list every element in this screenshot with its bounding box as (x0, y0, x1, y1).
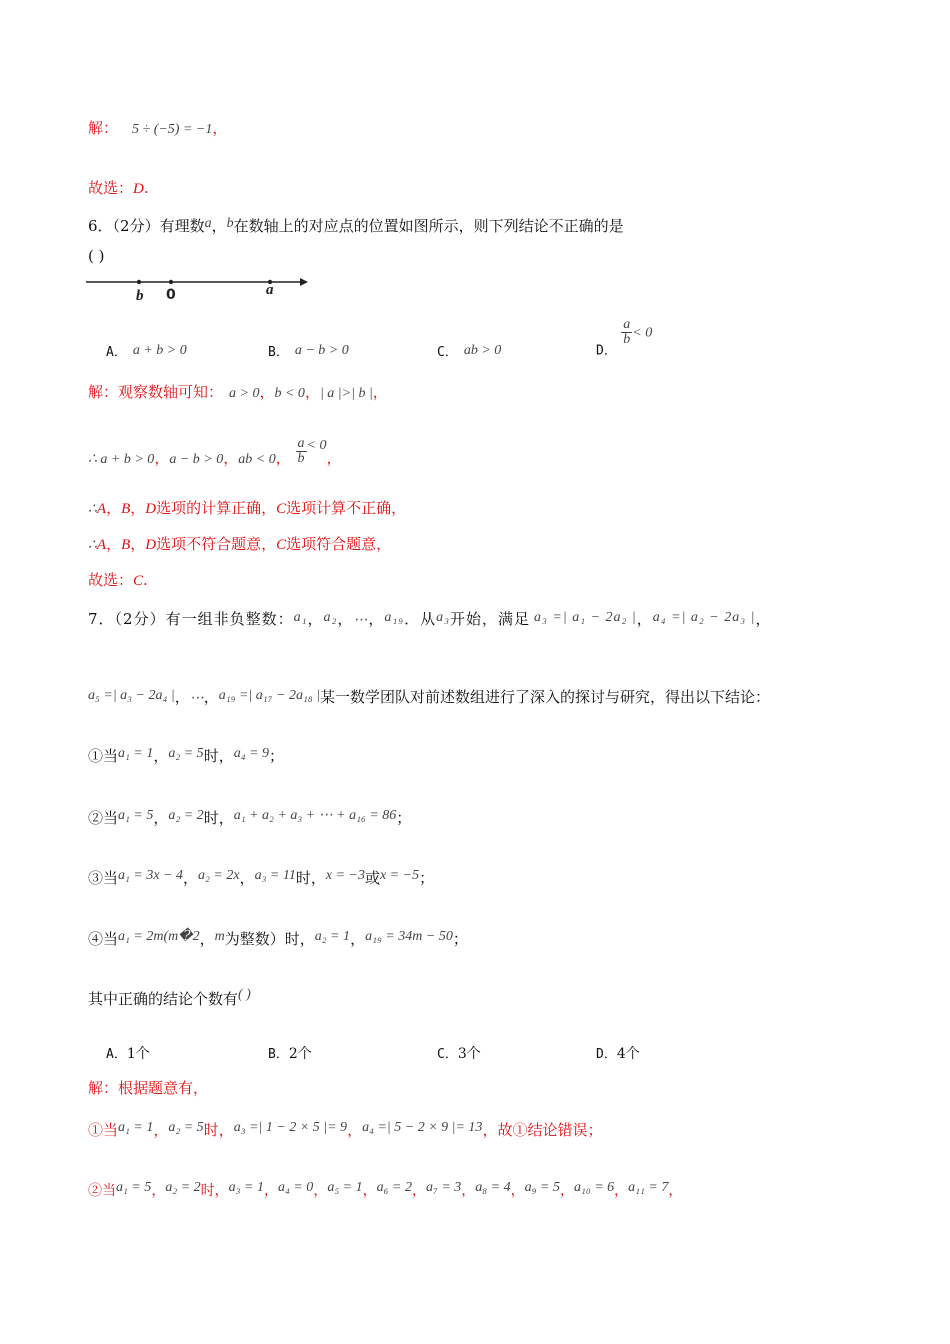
prev-choose-value: D (133, 181, 144, 197)
q7-c1-m1: a₁ = 1 (118, 746, 154, 761)
q6-comma: ， (211, 217, 227, 235)
q6-choose-end: . (143, 571, 148, 589)
q7-c1-m3: a₄ = 9 (233, 746, 270, 761)
q7-stem-a: 有一组非负整数： (165, 610, 294, 628)
q7-stem-line2: a₅ =| a₃ − 2a₄ |，⋯，a₁₉ =| a₁₇ − 2a₁₈ |某一数学团队对前述数组进行了深入的探讨与研究，得出以下结论： (88, 688, 771, 706)
q7-score: （2分） (114, 610, 166, 628)
q7-c4-m3: a₂ = 1 (314, 929, 351, 944)
q7-sol2-comma: ， (510, 1183, 525, 1199)
q7-rel-dots: ⋯ (189, 691, 204, 706)
q7-c3-m1: a₁ = 3x − 4 (118, 868, 183, 883)
q7-c1-t: 时， (203, 747, 234, 765)
q6-sol-l4-d: D (145, 537, 157, 553)
prev-solution-comma: ， (212, 119, 228, 137)
q7-option-d-text: 4个 (616, 1046, 640, 1062)
q6-paren (88, 246, 104, 266)
q6-stem-b: 在数轴上的对应点的位置如图所示，则下列结论不正确的是 (233, 217, 624, 235)
axis-label-0: 0 (166, 287, 176, 303)
q7-sol2-comma: ， (559, 1183, 574, 1199)
q6-option-c-label: C． (437, 345, 458, 360)
q7-c4-m2: m (214, 929, 225, 944)
q6-option-d-rel: < 0 (632, 325, 653, 341)
q7-solution-intro (88, 1078, 208, 1098)
q6-sol-therefore-2: ∴ (88, 538, 97, 553)
q7-c1-m2: a₂ = 5 (168, 746, 204, 761)
q7-sol1-t: 时， (203, 1121, 234, 1139)
q7-option-c-label: C． (437, 1047, 458, 1062)
q7-solution-1: ①当a₁ = 1，a₂ = 5时，a₃ =| 1 − 2 × 5 |= 9，a₄ =| 5 − 2 × 9 |= 13，故①结论错误； (88, 1120, 603, 1139)
prev-choose-label: 故选： (88, 179, 134, 197)
q7-question-text: 其中正确的结论个数有 (88, 990, 239, 1008)
q7-rel4: a₁₉ =| a₁₇ − 2a₁₈ | (218, 688, 321, 703)
q6-number-line (86, 272, 316, 308)
q6-option-c-expr: ab > 0 (463, 343, 502, 358)
q7-c2-m1: a₁ = 5 (118, 808, 154, 823)
q6-sol-l3-b: B (121, 501, 131, 517)
q7-c2-m2: a₂ = 2 (168, 808, 204, 823)
q7-c4-t1: 为整数）时， (224, 930, 315, 948)
q6-stem (88, 214, 624, 236)
q7-c1-mark: ①当 (88, 747, 119, 765)
q7-stem-d: 某一数学团队对前述数组进行了深入的探讨与研究，得出以下结论： (320, 688, 771, 706)
q6-sol-l3-t2: 选项计算不正确， (286, 499, 407, 517)
q7-sol-intro-text: 解：根据题意有， (88, 1079, 209, 1097)
q7-option-c-text: 3个 (457, 1046, 481, 1062)
q7-sol2-comma: ， (362, 1183, 377, 1199)
q7-c3-m2: a₂ = 2x (198, 868, 240, 883)
q6-option-d-fraction (621, 318, 632, 347)
q7-sol2-term: a₇ = 3 (425, 1180, 462, 1195)
q6-option-a[interactable] (106, 341, 187, 360)
q6-option-a-label: A． (106, 345, 127, 360)
q7-option-b[interactable] (268, 1043, 312, 1063)
q7-c2-mark: ②当 (88, 809, 119, 827)
q7-sol1-m2: a₂ = 5 (168, 1120, 204, 1135)
q6-solution-line2: ∴ a + b > 0，a − b > 0，ab < 0， $\frac{a}{b}$ < 0， (88, 435, 342, 467)
q7-sol1-end: ，故①结论错误； (482, 1121, 603, 1139)
q7-c4-m4: a₁₉ = 34m − 50 (365, 929, 453, 944)
q6-choose-value: C (133, 573, 144, 589)
q6-sol-l4-t2: 选项符合题意， (286, 535, 392, 553)
q7-c3-or: 或 (364, 869, 380, 887)
q6-sol-l3-a: A (96, 501, 107, 517)
q6-stem-a: 有理数 (159, 217, 205, 235)
q7-c2-end: ； (396, 809, 412, 827)
q6-sol-m3: | a |>| b | (319, 386, 373, 401)
q7-sol1-m1: a₁ = 1 (118, 1120, 154, 1135)
q6-paren-text: ( ) (88, 247, 105, 265)
q7-sol2-term: a₁₁ = 7 (628, 1180, 669, 1195)
q7-c4-m1: a₁ = 2m(m�2 (118, 929, 200, 944)
q7-c3-mark: ③当 (88, 869, 119, 887)
prev-solution-line (88, 118, 227, 140)
q6-sol-l2-m1: ∴ a + b > 0 (88, 452, 155, 467)
q7-solution-2: ②当a₁ = 5，a₂ = 2时，a₃ = 1，a₄ = 0，a₅ = 1，a₆ = 2，a₇ = 3，a₈ = 4，a₉ = 5，a₁₀ = 6，a₁₁ = 7， (88, 1180, 683, 1199)
q7-paren: ( ) (238, 987, 251, 1002)
q6-sol-l4-c: C (276, 537, 287, 553)
q7-c3-m4: x = −3 (325, 868, 365, 883)
q7-sol2-t: 时， (200, 1183, 229, 1199)
q6-solution-line3: ∴A，B，D选项的计算正确，C选项计算不正确， (88, 499, 407, 517)
q7-sol2-term: a₅ = 1 (327, 1180, 363, 1195)
q7-option-b-text: 2个 (288, 1046, 312, 1062)
q6-choose-line (88, 570, 148, 591)
q7-conclusion-2: ②当a₁ = 5，a₂ = 2时，a₁ + a₂ + a₃ + ⋯ + a₁₆ = 86； (88, 808, 412, 827)
q6-solution-line4: ∴A，B，D选项不符合题意，C选项符合题意， (88, 535, 392, 553)
q7-c3-m5: x = −5 (379, 868, 420, 883)
q7-option-c[interactable] (437, 1043, 481, 1063)
q6-sol-l3-d: D (145, 501, 157, 517)
q6-sol-frac-rel: < 0 (306, 438, 327, 453)
axis-label-b: b (136, 288, 144, 304)
q6-option-d[interactable] (596, 318, 652, 359)
q6-sol-m1: a > 0 (229, 386, 260, 401)
q7-option-b-label: B． (268, 1047, 289, 1062)
q7-seq-a19: a₁₉ (384, 610, 405, 625)
q7-option-d-label: D． (596, 1047, 617, 1062)
q7-sol2-comma: ， (668, 1183, 683, 1199)
q7-option-a-label: A． (106, 1047, 127, 1062)
q7-c1-end: ； (269, 747, 285, 765)
q7-sol1-m4: a₄ =| 5 − 2 × 9 |= 13 (362, 1120, 483, 1135)
q7-sol2-term: a₉ = 5 (524, 1180, 560, 1195)
q6-sol-l4-t1: 选项不符合题意， (156, 535, 277, 553)
q7-stem-b: ．从 (404, 610, 437, 628)
q7-sol2-comma: ， (263, 1183, 278, 1199)
q7-c2-t: 时， (203, 809, 234, 827)
point-b (137, 280, 141, 284)
point-0 (169, 280, 173, 284)
q7-c3-t: 时， (295, 869, 326, 887)
q7-sol2-comma: ， (614, 1183, 629, 1199)
q6-sol-l2-m2: a − b > 0 (169, 452, 224, 467)
q6-option-d-label: D． (596, 343, 617, 359)
prev-choose-end: . (143, 179, 149, 197)
q7-seq-a1: a₁ (293, 610, 308, 625)
q7-sol2-mark: ②当 (88, 1183, 116, 1199)
q6-sol-l3-c: C (276, 501, 287, 517)
q7-sol2-term: a₆ = 2 (376, 1180, 412, 1195)
q6-sol-l3-t1: 选项的计算正确， (156, 499, 277, 517)
q6-option-d-num: a (623, 317, 631, 332)
q6-number: 6． (88, 217, 113, 235)
q7-sol1-m3: a₃ =| 1 − 2 × 5 |= 9 (233, 1120, 348, 1135)
q6-option-b-label: B． (268, 345, 289, 360)
q6-solution-line1: 解：观察数轴可知： a > 0，b < 0，| a |>| b |， (88, 383, 388, 401)
axis-label-a: a (266, 282, 274, 298)
q7-sol2-term: a₄ = 0 (277, 1180, 314, 1195)
axis-arrow (300, 278, 308, 286)
q7-sol2-term: a₈ = 4 (475, 1180, 511, 1195)
q7-sol2-term: a₃ = 1 (228, 1180, 264, 1195)
q7-rel1: a₃ =| a₁ − 2a₂ | (534, 610, 637, 625)
q7-c4-end: ； (452, 930, 468, 948)
q7-option-d[interactable] (596, 1043, 640, 1063)
q7-sol2-comma: ， (313, 1183, 328, 1199)
q7-conclusion-1: ①当a₁ = 1，a₂ = 5时，a₄ = 9； (88, 746, 285, 765)
q7-conclusion-4: ④当a₁ = 2m(m�2，m为整数）时，a₂ = 1，a₁₉ = 34m − 50； (88, 929, 468, 948)
q6-sol-therefore: ∴ (88, 502, 97, 517)
q7-stem-c: 开始，满足 (450, 610, 531, 628)
q7-seq-a2: a₂ (323, 610, 338, 625)
q6-var-b: b (226, 216, 234, 231)
q7-sol1-mark: ①当 (88, 1121, 119, 1139)
q7-sol2-comma: ， (461, 1183, 476, 1199)
q6-option-d-den: b (623, 332, 631, 347)
q7-conclusion-3: ③当a₁ = 3x − 4，a₂ = 2x，a₃ = 11时，x = −3或x = −5； (88, 868, 435, 887)
q7-sol2-m2: a₂ = 2 (165, 1180, 201, 1195)
q7-c3-m3: a₃ = 11 (254, 868, 296, 883)
q7-c4-mark: ④当 (88, 930, 119, 948)
q7-rel3: a₅ =| a₃ − 2a₄ | (88, 688, 175, 703)
q6-var-a: a (204, 216, 212, 231)
q7-question (88, 985, 251, 1009)
q6-score: （2分） (112, 217, 160, 235)
q7-sol2-m1: a₁ = 5 (116, 1180, 152, 1195)
q6-option-a-expr: a + b > 0 (132, 343, 187, 358)
q6-sol-l4-a: A (96, 537, 107, 553)
q6-option-b[interactable] (268, 341, 349, 360)
q7-option-a-text: 1个 (126, 1046, 150, 1062)
q7-rel2: a₄ =| a₂ − 2a₃ | (652, 610, 756, 625)
q6-option-b-expr: a − b > 0 (294, 343, 349, 358)
q7-c2-m3: a₁ + a₂ + a₃ + ⋯ + a₁₆ = 86 (233, 808, 397, 823)
q6-sol-l2-m3: ab < 0 (238, 452, 276, 467)
q7-number: 7． (88, 610, 115, 628)
q7-sol2-comma: ， (411, 1183, 426, 1199)
q6-choose-label: 故选： (88, 571, 134, 589)
q6-sol-fraction (296, 437, 307, 466)
q7-c3-end: ； (419, 869, 435, 887)
q7-sol2-term: a₁₀ = 6 (573, 1180, 615, 1195)
q7-seq-dots: ⋯ (353, 613, 369, 628)
q7-sol2-sequence (228, 1180, 683, 1199)
q6-option-c[interactable] (437, 341, 501, 360)
prev-solution-intro: 解： (88, 119, 119, 137)
q6-sol-l4-b: B (121, 537, 131, 553)
q6-sol-frac-num: a (297, 435, 305, 451)
q6-sol-m2: b < 0 (274, 386, 305, 401)
q7-start-var: a₃ (436, 610, 451, 625)
prev-solution-math: 5 ÷ (−5) = −1 (132, 122, 213, 137)
q7-option-a[interactable] (106, 1043, 150, 1063)
prev-choose-line (88, 178, 149, 199)
q6-sol-frac-den: b (297, 450, 305, 466)
q7-stem-line1: 7．（2分）有一组非负整数：a₁，a₂，⋯，a₁₉．从a₃开始，满足 a₃ =| a₁ − 2a₂ |，a₄ =| a₂ − 2a₃ |， (88, 610, 772, 628)
q6-sol-intro: 解：观察数轴可知： (88, 383, 224, 401)
